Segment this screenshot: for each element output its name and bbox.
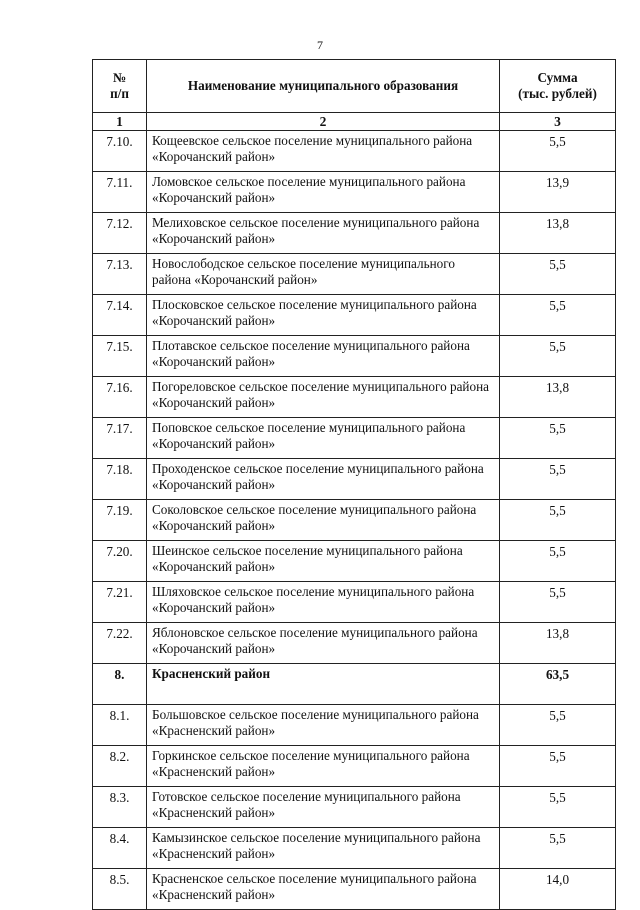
amount: 63,5 bbox=[500, 664, 616, 705]
row-number: 7.19. bbox=[93, 500, 147, 541]
table-row bbox=[93, 254, 616, 295]
table-row bbox=[93, 787, 616, 828]
table-row bbox=[93, 172, 616, 213]
municipality-name: Мелиховское сельское поселение муниципального района «Корочанский район» bbox=[147, 213, 500, 254]
amount: 5,5 bbox=[500, 746, 616, 787]
row-number: 8.1. bbox=[93, 705, 147, 746]
column-number-3: 3 bbox=[500, 113, 616, 131]
table-header-row bbox=[93, 60, 616, 113]
row-number: 7.17. bbox=[93, 418, 147, 459]
table-row bbox=[93, 500, 616, 541]
row-number: 8.4. bbox=[93, 828, 147, 869]
row-number: 7.18. bbox=[93, 459, 147, 500]
row-number: 7.16. bbox=[93, 377, 147, 418]
row-number: 8. bbox=[93, 664, 147, 705]
row-number: 7.11. bbox=[93, 172, 147, 213]
row-number: 8.2. bbox=[93, 746, 147, 787]
table-row bbox=[93, 295, 616, 336]
header-name: Наименование муниципального образования bbox=[147, 60, 500, 113]
row-number: 7.15. bbox=[93, 336, 147, 377]
row-number: 7.10. bbox=[93, 131, 147, 172]
page-number: 7 bbox=[317, 38, 323, 52]
municipality-name: Готовское сельское поселение муниципального района «Красненский район» bbox=[147, 787, 500, 828]
table-row bbox=[93, 705, 616, 746]
table-row bbox=[93, 828, 616, 869]
table-row bbox=[93, 623, 616, 664]
municipality-name: Камызинское сельское поселение муниципального района «Красненский район» bbox=[147, 828, 500, 869]
amount: 5,5 bbox=[500, 500, 616, 541]
municipality-name: Яблоновское сельское поселение муниципального района «Корочанский район» bbox=[147, 623, 500, 664]
row-number: 7.14. bbox=[93, 295, 147, 336]
amount: 14,0 bbox=[500, 869, 616, 910]
amount: 5,5 bbox=[500, 254, 616, 295]
header-number-line2: п/п bbox=[110, 86, 129, 101]
row-number: 7.22. bbox=[93, 623, 147, 664]
column-number-2: 2 bbox=[147, 113, 500, 131]
amount: 5,5 bbox=[500, 295, 616, 336]
municipality-name: Ломовское сельское поселение муниципального района «Корочанский район» bbox=[147, 172, 500, 213]
amount: 13,8 bbox=[500, 213, 616, 254]
municipality-name: Поповское сельское поселение муниципального района «Корочанский район» bbox=[147, 418, 500, 459]
amount: 5,5 bbox=[500, 418, 616, 459]
municipality-name: Плосковское сельское поселение муниципального района «Корочанский район» bbox=[147, 295, 500, 336]
column-number-1: 1 bbox=[93, 113, 147, 131]
municipality-name: Проходенское сельское поселение муниципального района «Корочанский район» bbox=[147, 459, 500, 500]
amount: 5,5 bbox=[500, 459, 616, 500]
table-row bbox=[93, 459, 616, 500]
header-sum bbox=[500, 60, 616, 113]
column-number-row bbox=[93, 113, 616, 131]
municipality-name: Шляховское сельское поселение муниципального района «Корочанский район» bbox=[147, 582, 500, 623]
row-number: 7.20. bbox=[93, 541, 147, 582]
header-sum-line1: Сумма bbox=[537, 70, 578, 85]
municipality-name: Шеинское сельское поселение муниципального района «Корочанский район» bbox=[147, 541, 500, 582]
row-number: 7.21. bbox=[93, 582, 147, 623]
row-number: 8.3. bbox=[93, 787, 147, 828]
amount: 5,5 bbox=[500, 582, 616, 623]
amount: 5,5 bbox=[500, 541, 616, 582]
table-row bbox=[93, 869, 616, 910]
amount: 5,5 bbox=[500, 336, 616, 377]
amount: 13,8 bbox=[500, 623, 616, 664]
amount: 13,9 bbox=[500, 172, 616, 213]
amount: 13,8 bbox=[500, 377, 616, 418]
table-row bbox=[93, 418, 616, 459]
row-number: 7.12. bbox=[93, 213, 147, 254]
municipality-name: Соколовское сельское поселение муниципального района «Корочанский район» bbox=[147, 500, 500, 541]
table-row-district bbox=[93, 664, 616, 705]
amount: 5,5 bbox=[500, 131, 616, 172]
header-number bbox=[93, 60, 147, 113]
table-row bbox=[93, 541, 616, 582]
municipality-name: Красненский район bbox=[147, 664, 500, 705]
header-number-line1: № bbox=[112, 70, 127, 85]
row-number: 8.5. bbox=[93, 869, 147, 910]
amount: 5,5 bbox=[500, 787, 616, 828]
amount: 5,5 bbox=[500, 828, 616, 869]
table-row bbox=[93, 336, 616, 377]
municipality-name: Плотавское сельское поселение муниципального района «Корочанский район» bbox=[147, 336, 500, 377]
amount: 5,5 bbox=[500, 705, 616, 746]
row-number: 7.13. bbox=[93, 254, 147, 295]
budget-table bbox=[92, 59, 616, 910]
table-row bbox=[93, 377, 616, 418]
header-sum-line2: (тыс. рублей) bbox=[518, 86, 597, 101]
table-row bbox=[93, 746, 616, 787]
municipality-name: Красненское сельское поселение муниципального района «Красненский район» bbox=[147, 869, 500, 910]
municipality-name: Новослободское сельское поселение муниципального района «Корочанский район» bbox=[147, 254, 500, 295]
table-row bbox=[93, 213, 616, 254]
municipality-name: Погореловское сельское поселение муниципального района «Корочанский район» bbox=[147, 377, 500, 418]
municipality-name: Большовское сельское поселение муниципального района «Красненский район» bbox=[147, 705, 500, 746]
municipality-name: Горкинское сельское поселение муниципального района «Красненский район» bbox=[147, 746, 500, 787]
municipality-name: Кощеевское сельское поселение муниципального района «Корочанский район» bbox=[147, 131, 500, 172]
table-row bbox=[93, 582, 616, 623]
table-body bbox=[93, 131, 616, 910]
table-row bbox=[93, 131, 616, 172]
